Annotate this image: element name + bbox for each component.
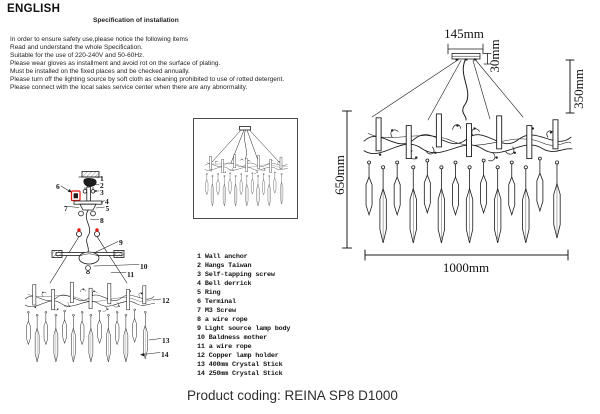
instruction-line: Suitable for the use of 220-240V and 50-60Hz. bbox=[10, 52, 145, 59]
parts-list-item: 2 Hangs Taiwan bbox=[197, 262, 252, 270]
instruction-line: Must be installed on the fixed places and be checked annually. bbox=[10, 68, 190, 75]
dim-suspension-height: 350mm bbox=[571, 69, 586, 109]
instruction-line: In order to ensure safety use,please notice the following items bbox=[10, 36, 189, 43]
product-coding: Product coding: REINA SP8 D1000 bbox=[187, 388, 398, 403]
hook-left-red-dot bbox=[77, 228, 80, 231]
callout-7: 7 bbox=[64, 203, 68, 213]
parts-list-item: 3 Self-tapping screw bbox=[197, 271, 275, 279]
nut-shape bbox=[86, 266, 91, 271]
parts-list-item: 5 Ring bbox=[197, 289, 221, 297]
callout-10: 10 bbox=[140, 261, 148, 271]
language-heading: ENGLISH bbox=[7, 3, 61, 15]
parts-list-item: 6 Terminal bbox=[197, 298, 236, 306]
screw-right-shape bbox=[91, 190, 95, 194]
hook-right-red-dot bbox=[95, 228, 98, 231]
dimension-diagram-art bbox=[343, 44, 575, 260]
hook-left-shape bbox=[76, 231, 81, 236]
parts-list-item: 12 Copper lamp holder bbox=[197, 352, 279, 360]
callout-5: 5 bbox=[105, 204, 110, 213]
instruction-line: Please turn off the lighting source by soft cloth as cleaning prohibited to use of rotted detergent. bbox=[10, 76, 285, 83]
power-wire-shape bbox=[86, 211, 89, 253]
callout-6: 6 bbox=[56, 182, 60, 191]
callout-8: 8 bbox=[100, 216, 104, 225]
parts-list-item: 13 400mm Crystal Stick bbox=[197, 361, 283, 369]
install-chandelier-body bbox=[25, 282, 154, 362]
hook-right-shape bbox=[94, 231, 99, 236]
callout-3: 3 bbox=[100, 187, 104, 197]
callout-9: 9 bbox=[119, 238, 123, 247]
parts-list-item: 9 Light source lamp body bbox=[197, 325, 291, 333]
parts-list-item: 11 a wire rope bbox=[197, 343, 252, 351]
ceiling-anchor-bar bbox=[82, 172, 99, 178]
callout-1: 1 bbox=[100, 174, 104, 183]
parts-list-item: 10 Baldness mother bbox=[197, 334, 267, 342]
callout-4: 4 bbox=[105, 197, 109, 206]
callout-2: 2 bbox=[100, 181, 104, 190]
instruction-line: Please wear gloves as installment and avoid rot on the surface of plating. bbox=[10, 60, 221, 67]
parts-list-item: 14 250mm Crystal Stick bbox=[197, 370, 283, 378]
dim-fixture-diameter: 1000mm bbox=[442, 260, 490, 275]
screw-left-shape bbox=[83, 190, 87, 194]
instruction-line: Please connect with the local sales service center when there are any abnormality. bbox=[10, 84, 248, 91]
callout-13: 13 bbox=[162, 335, 170, 345]
parts-list bbox=[197, 253, 290, 379]
parts-list-item: 4 Bell derrick bbox=[197, 280, 252, 288]
dim-canopy-width: 145mm bbox=[444, 26, 484, 41]
parts-list-item: 7 M3 Screw bbox=[197, 307, 236, 315]
page-title: Specification of installation bbox=[93, 17, 179, 24]
instruction-paragraph bbox=[10, 36, 284, 92]
canopy-plate-shape bbox=[74, 201, 102, 204]
callout-12: 12 bbox=[162, 296, 170, 305]
dim-fixture-height: 650mm bbox=[332, 155, 347, 195]
instruction-line: Read and understand the whole Specification. bbox=[10, 44, 143, 51]
parts-list-item: 8 a wire rope bbox=[197, 316, 248, 324]
callout-14: 14 bbox=[161, 349, 169, 359]
main-chandelier-body bbox=[364, 114, 572, 243]
thumbnail-frame bbox=[193, 118, 298, 219]
wire-rope-left bbox=[50, 237, 79, 283]
dim-canopy-height: 30mm bbox=[487, 39, 502, 73]
parts-list-item: 1 Wall anchor bbox=[197, 253, 248, 261]
callout-11: 11 bbox=[127, 270, 135, 279]
